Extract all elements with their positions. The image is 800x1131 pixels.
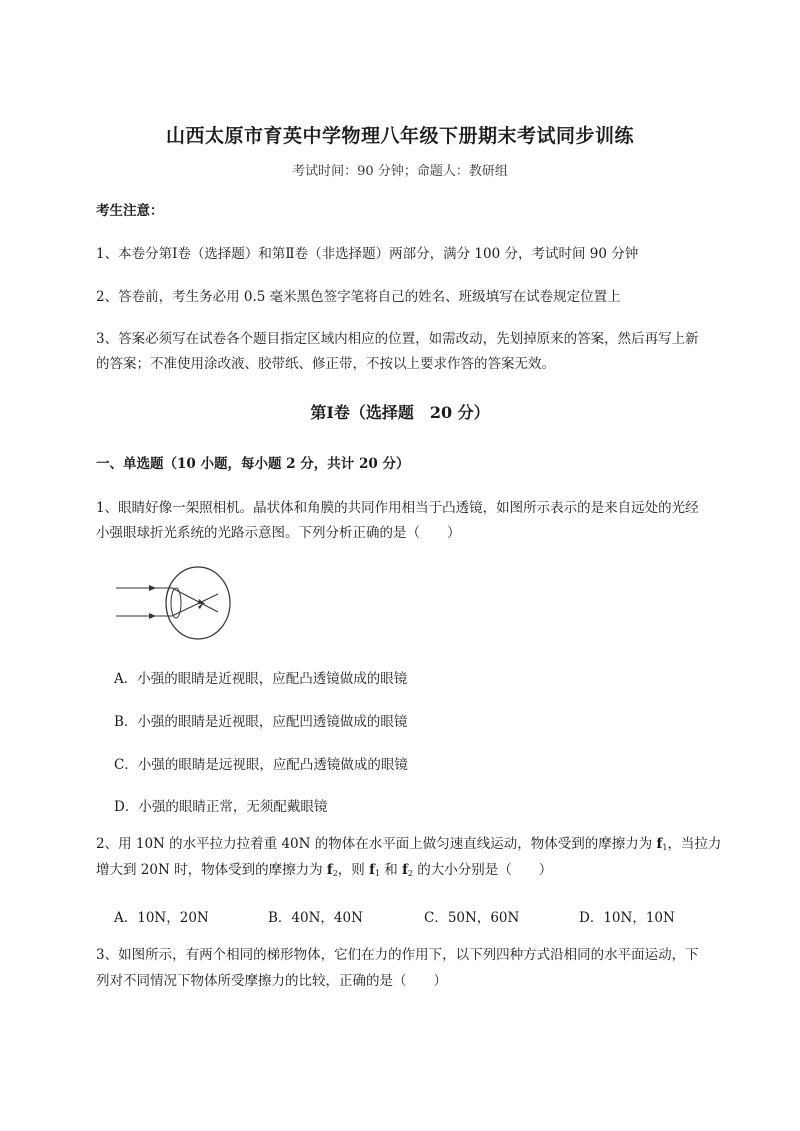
question-2-option-d: D．10N，10N bbox=[579, 910, 675, 926]
note-item-2: 2、答卷前，考生务必用 0.5 毫米黑色签字笔将自己的姓名、班级填写在试卷规定位置上 bbox=[96, 289, 621, 305]
q2-text-e: 和 bbox=[379, 862, 403, 878]
q2-f1-symbol: f bbox=[656, 836, 663, 852]
question-3-line-2: 列对不同情况下物体所受摩擦力的比较，正确的是（ ） bbox=[96, 973, 447, 989]
q2-f2-symbol-2: f bbox=[402, 862, 408, 878]
eye-diagram bbox=[114, 566, 234, 644]
question-2-option-b: B．40N，40N bbox=[268, 910, 363, 926]
q2-text-a: 2、用 10N 的水平拉力拉着重 40N 的物体在水平面上做匀速直线运动，物体受到的摩擦力为 bbox=[96, 836, 657, 852]
question-1-option-c: C．小强的眼睛是远视眼，应配凸透镜做成的眼镜 bbox=[114, 757, 408, 773]
question-2-line-2 bbox=[96, 856, 552, 888]
question-2-option-a: A．10N，20N bbox=[114, 910, 209, 926]
question-1-option-d: D．小强的眼睛正常，无须配戴眼镜 bbox=[114, 799, 328, 815]
q2-f1-symbol-2: f bbox=[369, 862, 375, 878]
page-subtitle: 考试时间：90 分钟；命题人：教研组 bbox=[292, 164, 508, 179]
q2-text-d: ，则 bbox=[337, 862, 370, 878]
question-1-option-a: A．小强的眼睛是近视眼，应配凸透镜做成的眼镜 bbox=[114, 671, 408, 687]
question-1-line-2: 小强眼球折光系统的光路示意图。下列分析正确的是（ ） bbox=[96, 525, 461, 541]
question-1-option-b: B．小强的眼睛是近视眼，应配凹透镜做成的眼镜 bbox=[114, 714, 408, 730]
part-heading: 一、单选题（10 小题，每小题 2 分，共计 20 分） bbox=[96, 456, 410, 472]
note-item-3-line-2: 的答案；不准使用涂改液、胶带纸、修正带，不按以上要求作答的答案无效。 bbox=[96, 356, 555, 372]
q2-text-c: 增大到 20N 时，物体受到的摩擦力为 bbox=[96, 862, 327, 878]
page-title: 山西太原市育英中学物理八年级下册期末考试同步训练 bbox=[165, 125, 634, 147]
section-title: 第Ⅰ卷（选择题 20 分） bbox=[310, 403, 490, 422]
q2-text-b: ，当拉力 bbox=[667, 836, 722, 852]
question-1-line-1: 1、眼睛好像一架照相机。晶状体和角膜的共同作用相当于凸透镜，如图所示表示的是来自远处的光经 bbox=[96, 500, 699, 516]
q2-f1-subscript: 1 bbox=[662, 843, 668, 852]
q2-f2-subscript-2: 2 bbox=[407, 869, 413, 878]
q2-f1-subscript-2: 1 bbox=[374, 869, 380, 878]
note-item-3-line-1: 3、答案必须写在试卷各个题目指定区域内相应的位置，如需改动，先划掉原来的答案，然后再写上新 bbox=[96, 331, 699, 347]
q2-text-f: 的大小分别是（ ） bbox=[412, 862, 553, 878]
q2-f2-subscript: 2 bbox=[332, 869, 338, 878]
note-item-1: 1、本卷分第Ⅰ卷（选择题）和第Ⅱ卷（非选择题）两部分，满分 100 分，考试时间 90 分钟 bbox=[96, 246, 639, 262]
q2-f2-symbol: f bbox=[326, 862, 333, 878]
question-3-line-1: 3、如图所示，有两个相同的梯形物体，它们在力的作用下，以下列四种方式沿相同的水平面运动，下 bbox=[96, 947, 699, 963]
notes-heading: 考生注意： bbox=[96, 203, 164, 219]
question-2-option-c: C．50N，60N bbox=[424, 910, 520, 926]
